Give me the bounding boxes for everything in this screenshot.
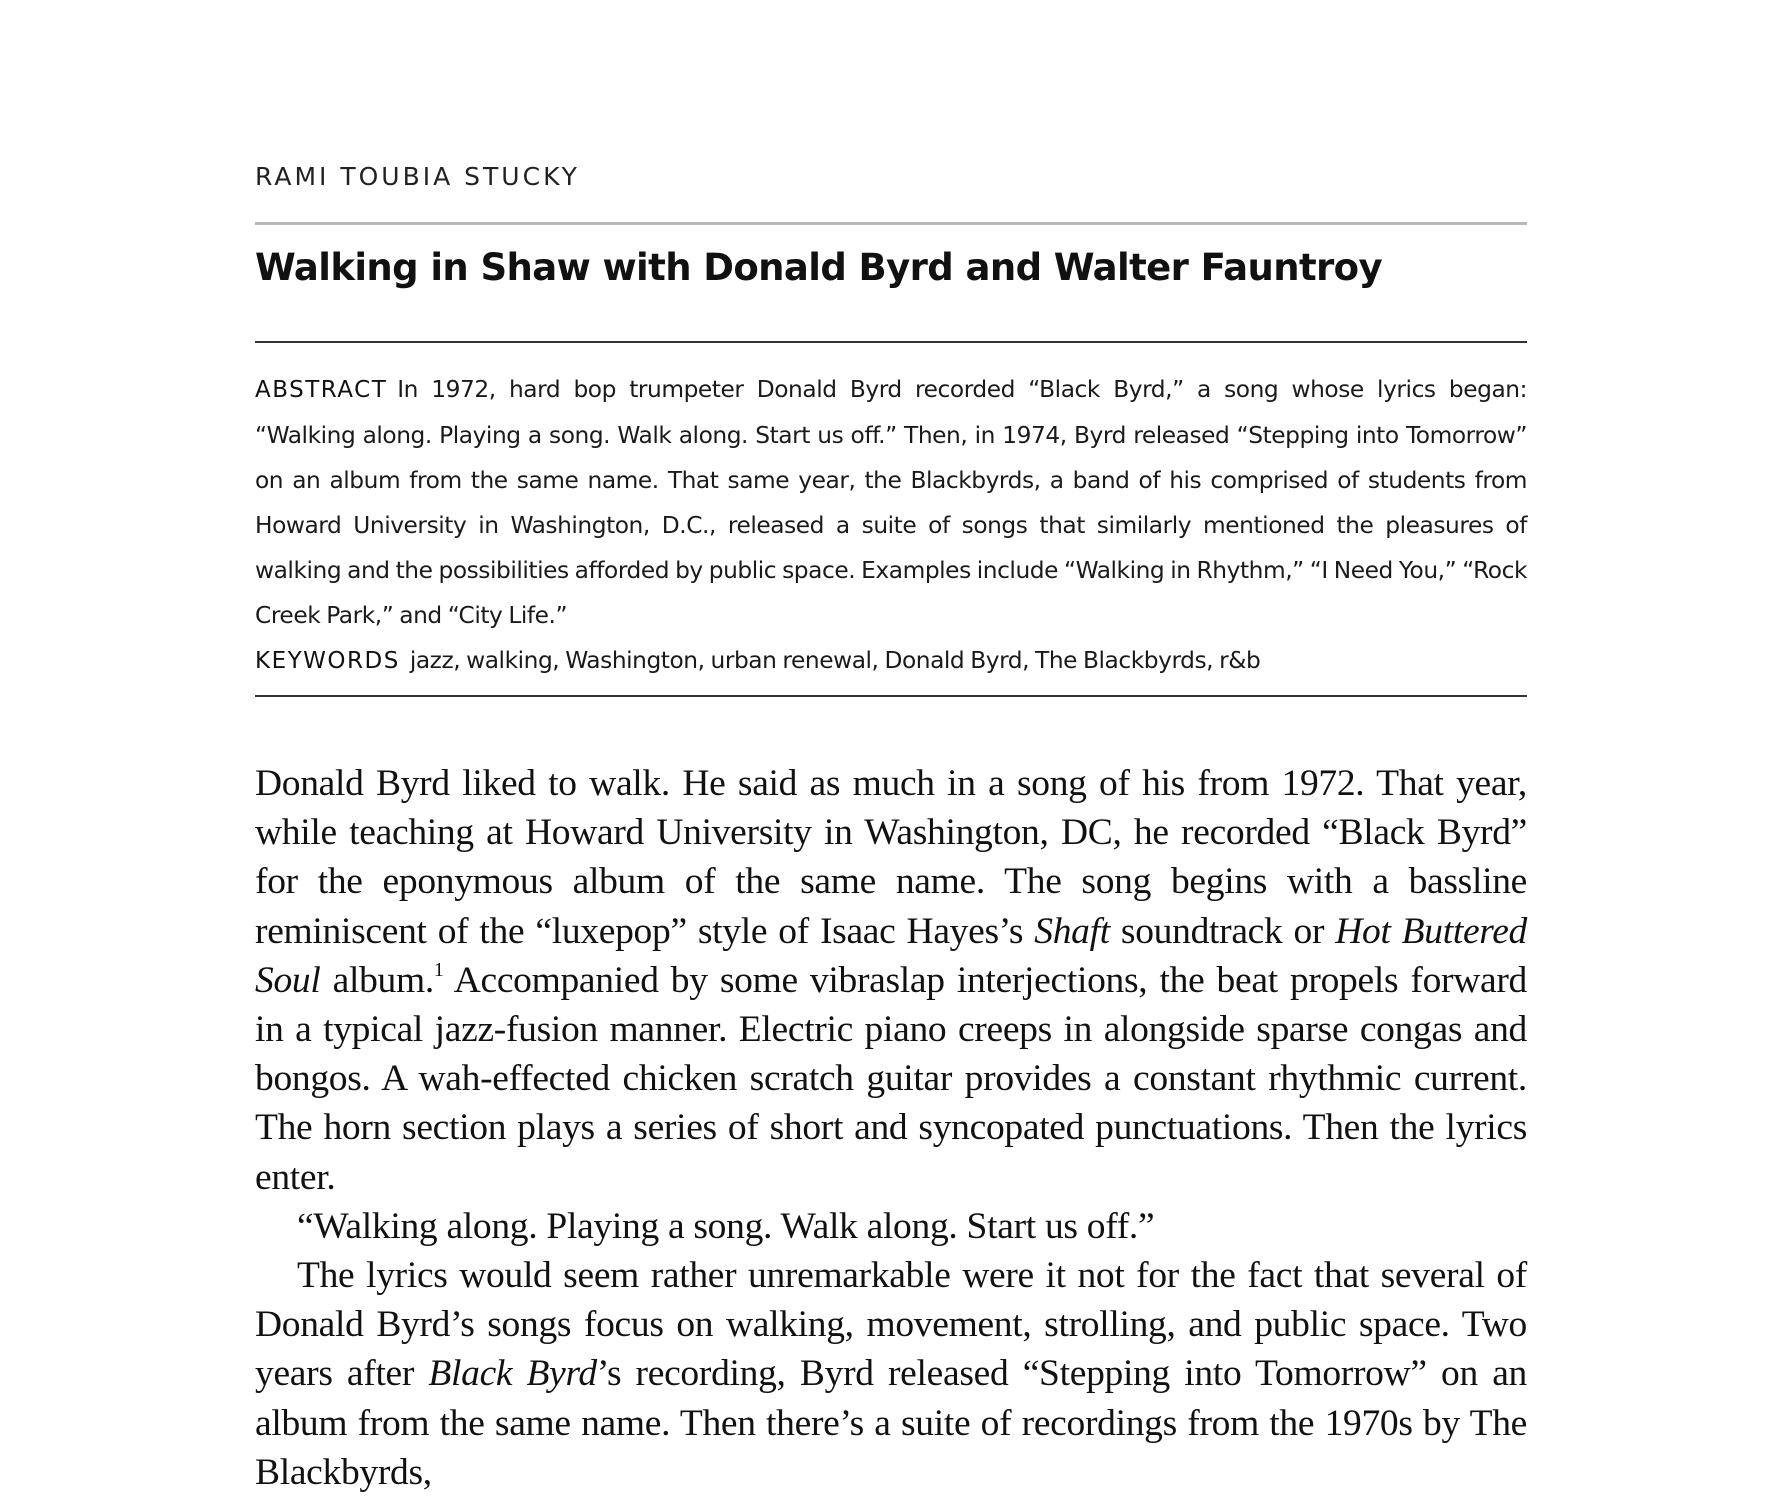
body-p1-italic-shaft: Shaft: [1034, 910, 1110, 952]
body-p1-italic-hot-buttered-soul: Hot Buttered Soul: [255, 910, 1528, 1001]
body-p1-text-a: Donald Byrd liked to walk. He said as much in a song of his from 1972. That year, while teaching at Howard University in Washington, DC, he recorded “Black Byrd” for the eponymous album of the same name. The song begins with a bassline reminiscent of the “luxepop” style of Isaac Hayes’s: [255, 763, 1527, 952]
article-body: [255, 759, 1527, 1497]
abstract-label: ABSTRACT: [255, 377, 388, 403]
article-title: Walking in Shaw with Donald Byrd and Walter Fauntroy: [255, 246, 1383, 289]
keywords-paragraph: [255, 638, 1527, 684]
body-p3-italic-black-byrd: Black Byrd: [428, 1353, 597, 1395]
body-paragraph-3: [255, 1251, 1527, 1497]
keywords-text: jazz, walking, Washington, urban renewal, Donald Byrd, The Blackbyrds, r&b: [409, 647, 1261, 674]
body-p1-text-b: soundtrack or: [1109, 910, 1336, 952]
abstract-text: In 1972, hard bop trumpeter Donald Byrd recorded “Black Byrd,” a song whose lyrics began: “Walking along. Playing a song. Walk along. Start us off.” Then, in 1974, Byrd released “Stepping into Tomorrow” on an album from the same name. That same year, the Blackbyrds, a band of his comprised of students from Howard University in Washington, D.C., released a suite of songs that similarly mentioned the pleasures of walking and the possibilities afforded by public space. Examples include “Walking in Rhythm,” “I Need You,” “Rock Creek Park,” and “City Life.”: [255, 376, 1527, 629]
body-p3-text-b: ’s recording, Byrd released “Stepping into Tomorrow” on an album from the same name. Then there’s a suite of recordings from the 1970s by The Blackbyrds,: [255, 1353, 1528, 1493]
author-name: RAMI TOUBIA STUCKY: [255, 162, 580, 191]
abstract-top-divider: [255, 341, 1527, 343]
keywords-label: KEYWORDS: [255, 648, 400, 674]
body-p1-text-d: Accompanied by some vibraslap interjections, the beat propels forward in a typical jazz-fusion manner. Electric piano creeps in alongside sparse congas and bongos. A wah-effected chicken scratch guitar provides a constant rhythmic current. The horn section plays a series of short and syncopated punctuations. Then the lyrics enter.: [255, 959, 1527, 1198]
abstract-bottom-divider: [255, 695, 1527, 697]
body-p1-text-c: album.: [320, 959, 434, 1001]
body-p3-text-a: The lyrics would seem rather unremarkable were it not for the fact that several of Donald Byrd’s songs focus on walking, movement, strolling, and public space. Two years after: [255, 1255, 1527, 1395]
abstract-paragraph: [255, 367, 1527, 638]
footnote-marker-1[interactable]: 1: [433, 959, 444, 982]
header-divider: [255, 222, 1527, 225]
abstract-section: [255, 367, 1527, 684]
body-paragraph-2: “Walking along. Playing a song. Walk along. Start us off.”: [297, 1205, 1155, 1247]
body-paragraph-1: [255, 759, 1527, 1202]
